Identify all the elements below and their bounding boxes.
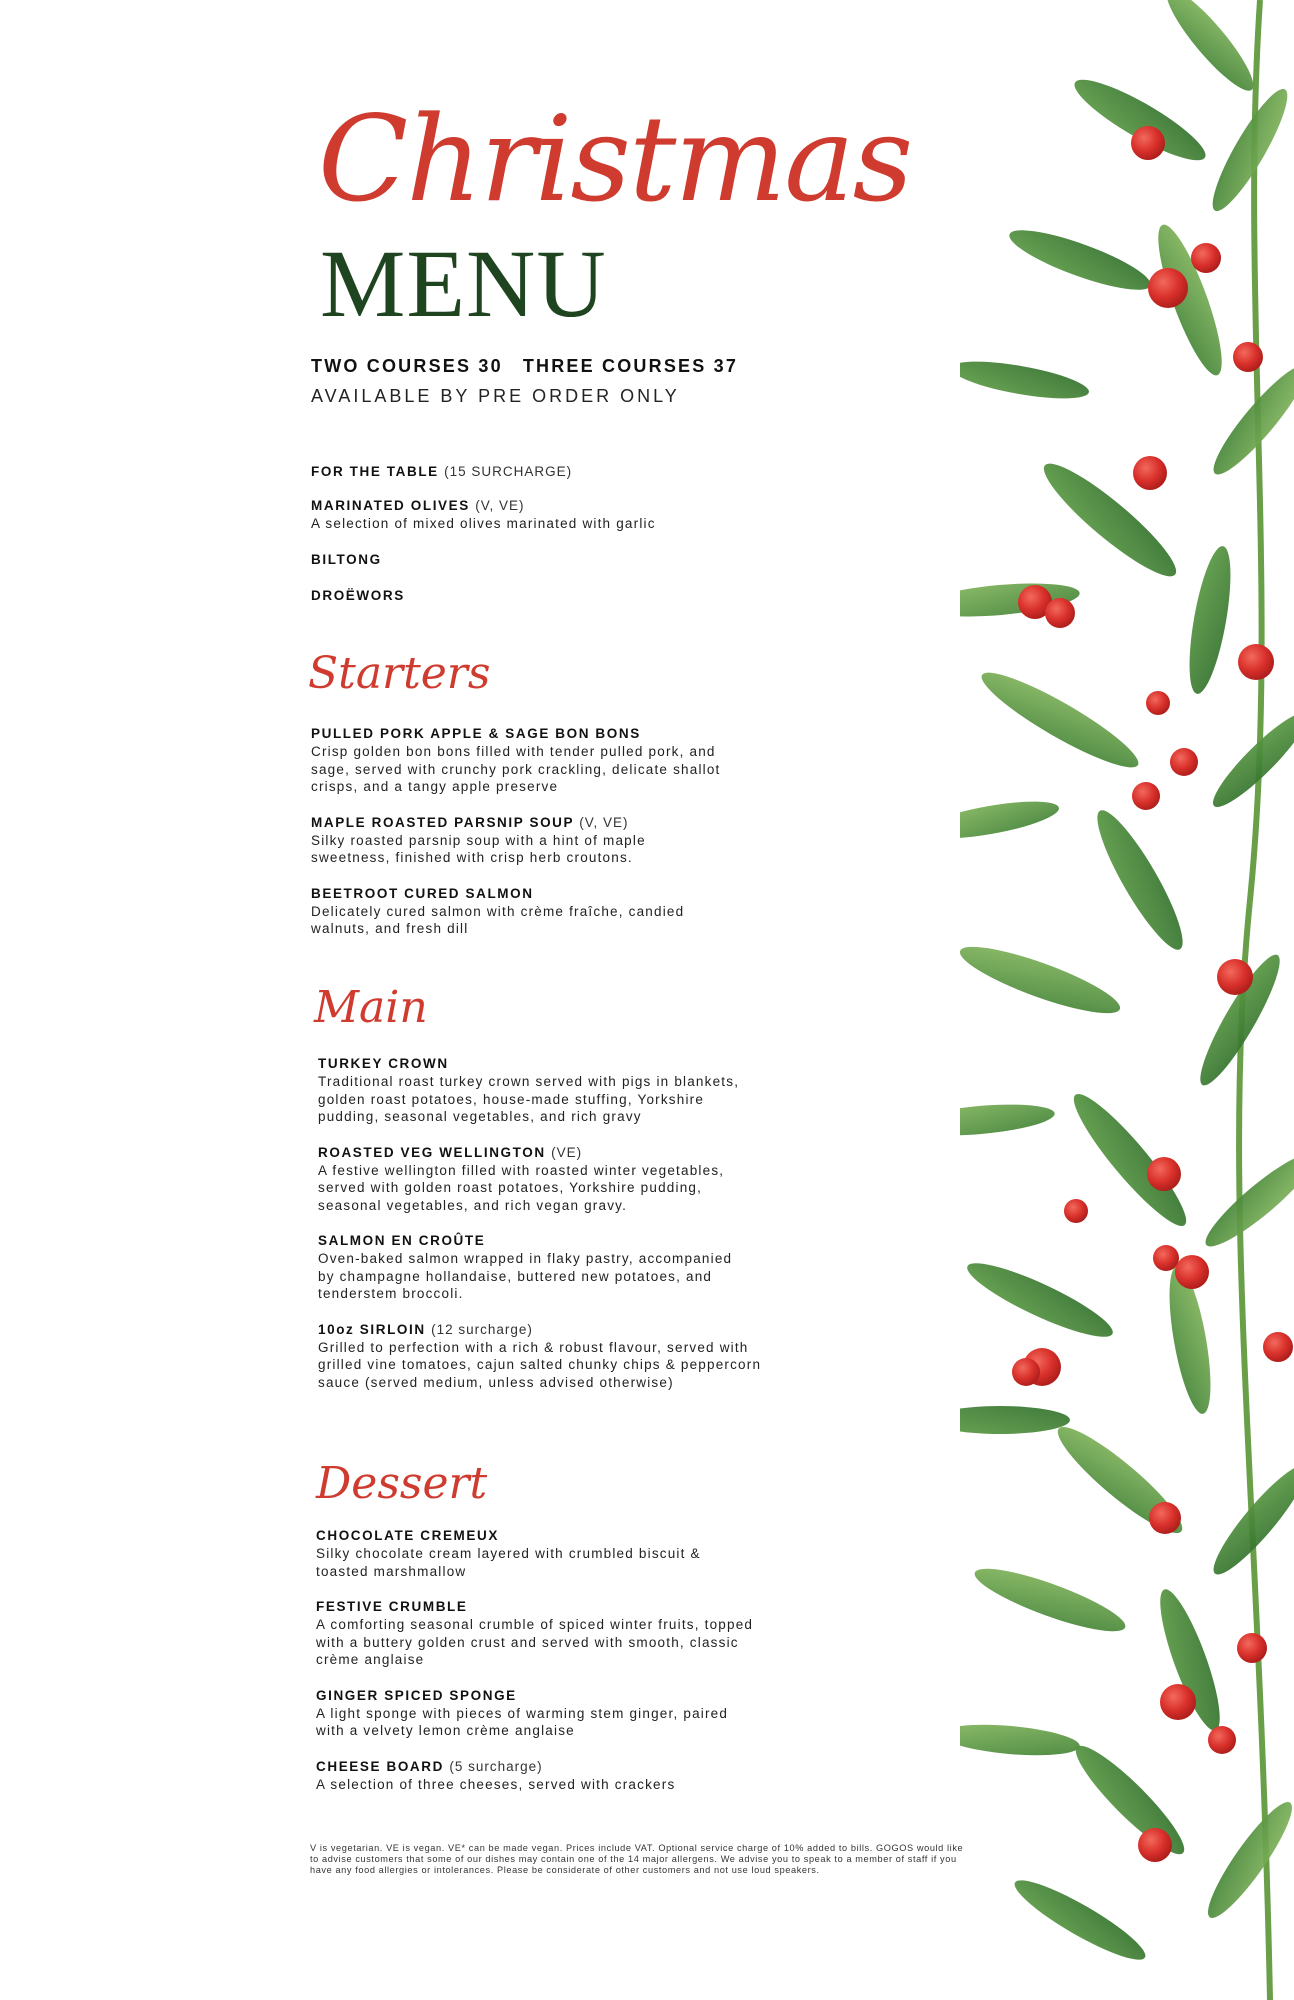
item-name: CHOCOLATE CREMEUX — [316, 1528, 499, 1543]
leaf — [960, 1406, 1070, 1434]
item-name: BILTONG — [311, 551, 382, 567]
item-name: 10oz SIRLOIN — [318, 1321, 426, 1337]
leaf — [1204, 704, 1294, 816]
pricing-two-courses: TWO COURSES 30 — [311, 356, 503, 376]
item-note: (V, VE) — [579, 814, 629, 830]
berry — [1217, 959, 1253, 995]
item-description: Silky roasted parsnip soup with a hint of maple sweetness, finished with crisp herb croutons. — [311, 832, 646, 865]
leaf — [1198, 1794, 1294, 1926]
berry — [1131, 126, 1165, 160]
item-note: (12 surcharge) — [431, 1321, 533, 1337]
menu-item — [318, 1321, 818, 1392]
berry — [1238, 644, 1274, 680]
leaf — [960, 794, 1061, 846]
berry — [1045, 598, 1075, 628]
dessert-heading: Dessert — [316, 1458, 488, 1509]
item-name: TURKEY CROWN — [318, 1056, 449, 1071]
berry — [1191, 243, 1221, 273]
berry — [1263, 1332, 1293, 1362]
berry — [1012, 1358, 1040, 1386]
berry — [1160, 1684, 1196, 1720]
berry — [1133, 456, 1167, 490]
berry — [1138, 1828, 1172, 1862]
leaf — [1204, 357, 1294, 484]
berry — [1175, 1255, 1209, 1289]
leaf — [960, 1720, 1081, 1760]
item-description: A light sponge with pieces of warming stem ginger, paired with a velvety lemon crème anglaise — [316, 1705, 729, 1738]
menu-item — [316, 1687, 816, 1740]
menu-item — [316, 1598, 816, 1669]
leaf — [1202, 82, 1294, 218]
menu-item — [311, 497, 811, 533]
foliage-group — [960, 0, 1294, 2000]
menu-item — [316, 1527, 816, 1580]
item-name: GINGER SPICED SPONGE — [316, 1687, 517, 1703]
leaf — [1197, 1144, 1294, 1257]
item-note: (5 surcharge) — [449, 1758, 543, 1774]
menu-item — [318, 1232, 818, 1303]
item-description: Traditional roast turkey crown served with pigs in blankets, golden roast potatoes, house-made stuffing, Yorkshire pudding, seasonal vegetables, and rich gravy — [318, 1074, 740, 1124]
berry — [1149, 1502, 1181, 1534]
menu-item — [311, 885, 811, 938]
berry — [1148, 268, 1188, 308]
starters-heading: Starters — [308, 648, 491, 699]
item-description: Oven-baked salmon wrapped in flaky pastry, accompanied by champagne hollandaise, buttered new potatoes, and tenderstem broccoli. — [318, 1251, 733, 1301]
item-note: (V, VE) — [475, 498, 525, 513]
title-script: Christmas — [318, 90, 912, 228]
for-the-table-heading: FOR THE TABLE (15 SURCHARGE) — [311, 464, 573, 479]
berry — [1132, 782, 1160, 810]
menu-item — [318, 1055, 818, 1126]
berry — [1170, 748, 1198, 776]
menu-item — [311, 587, 811, 605]
menu-item — [311, 814, 811, 867]
pricing-line — [311, 356, 738, 377]
berry — [1233, 342, 1263, 372]
availability-note: AVAILABLE BY PRE ORDER ONLY — [311, 386, 680, 406]
pricing-three-courses: THREE COURSES 37 — [522, 356, 739, 376]
item-note: (VE) — [551, 1144, 583, 1160]
item-description: A festive wellington filled with roasted winter vegetables, served with golden roast potatoes, Yorkshire pudding, seasonal vegetables, and rich vegan gravy. — [318, 1162, 725, 1213]
item-name: SALMON EN CROÛTE — [318, 1233, 486, 1248]
for-the-table-section — [311, 463, 811, 623]
main-section — [318, 1055, 818, 1409]
menu-item — [311, 725, 811, 796]
mistletoe-illustration — [960, 0, 1294, 2000]
berry — [1064, 1199, 1088, 1223]
item-description: A selection of three cheeses, served with crackers — [316, 1776, 676, 1792]
leaf — [1008, 1870, 1153, 1971]
item-name: MARINATED OLIVES — [311, 498, 470, 513]
berry — [1153, 1245, 1179, 1271]
item-name: ROASTED VEG WELLINGTON — [318, 1144, 546, 1160]
allergen-footer: V is vegetarian. VE is vegan. VE* can be made vegan. Prices include VAT. Optional service charge of 10% added to bills. GOGOS would like to advise customers that some of our dishes may contain one of the 14 major allergens. We advise you to speak to a member of staff if you have any food allergies or intolerances. Please be considerate of other customers and not use loud speakers. — [310, 1843, 964, 1875]
item-name: PULLED PORK APPLE & SAGE BON BONS — [311, 726, 641, 741]
item-name: DROËWORS — [311, 587, 405, 603]
leaf — [961, 1252, 1120, 1349]
menu-item — [311, 551, 811, 569]
leaf — [1066, 1736, 1195, 1865]
leaf — [974, 660, 1147, 779]
leaf — [1085, 802, 1194, 958]
item-name: CHEESE BOARD — [316, 1758, 444, 1774]
leaf — [960, 935, 1126, 1025]
leaf — [1157, 0, 1264, 99]
title-menu: MENU — [320, 230, 607, 337]
item-name: BEETROOT CURED SALMON — [311, 885, 534, 901]
item-name: FESTIVE CRUMBLE — [316, 1599, 468, 1614]
leaf — [960, 1100, 1056, 1141]
item-description: Grilled to perfection with a rich & robust flavour, served with grilled vine tomatoes, cajun salted chunky chips & peppercorn sauce (served medium, unless advised otherwise) — [318, 1339, 762, 1390]
leaf — [960, 354, 1091, 406]
leaf — [1181, 543, 1239, 696]
item-description: Crisp golden bon bons filled with tender pulled pork, and sage, served with crunchy pork crackling, delicate shallot crisps, and a tangy apple preserve — [311, 744, 721, 794]
item-description: Delicately cured salmon with crème fraîche, candied walnuts, and fresh dill — [311, 903, 685, 936]
berry — [1146, 691, 1170, 715]
item-description: A comforting seasonal crumble of spiced winter fruits, topped with a buttery golden crust and served with smooth, classic crème anglaise — [316, 1617, 754, 1667]
starters-section — [311, 725, 811, 956]
dessert-section — [316, 1527, 816, 1811]
leaf — [1004, 219, 1156, 300]
item-name: MAPLE ROASTED PARSNIP SOUP — [311, 814, 574, 830]
menu-item — [318, 1144, 818, 1215]
berry — [1208, 1726, 1236, 1754]
item-description: Silky chocolate cream layered with crumbled biscuit & toasted marshmallow — [316, 1546, 701, 1579]
menu-item — [316, 1758, 816, 1794]
main-heading: Main — [314, 982, 428, 1033]
berry — [1147, 1157, 1181, 1191]
item-description: A selection of mixed olives marinated with garlic — [311, 516, 656, 531]
leaf — [969, 1558, 1130, 1643]
berry — [1237, 1633, 1267, 1663]
